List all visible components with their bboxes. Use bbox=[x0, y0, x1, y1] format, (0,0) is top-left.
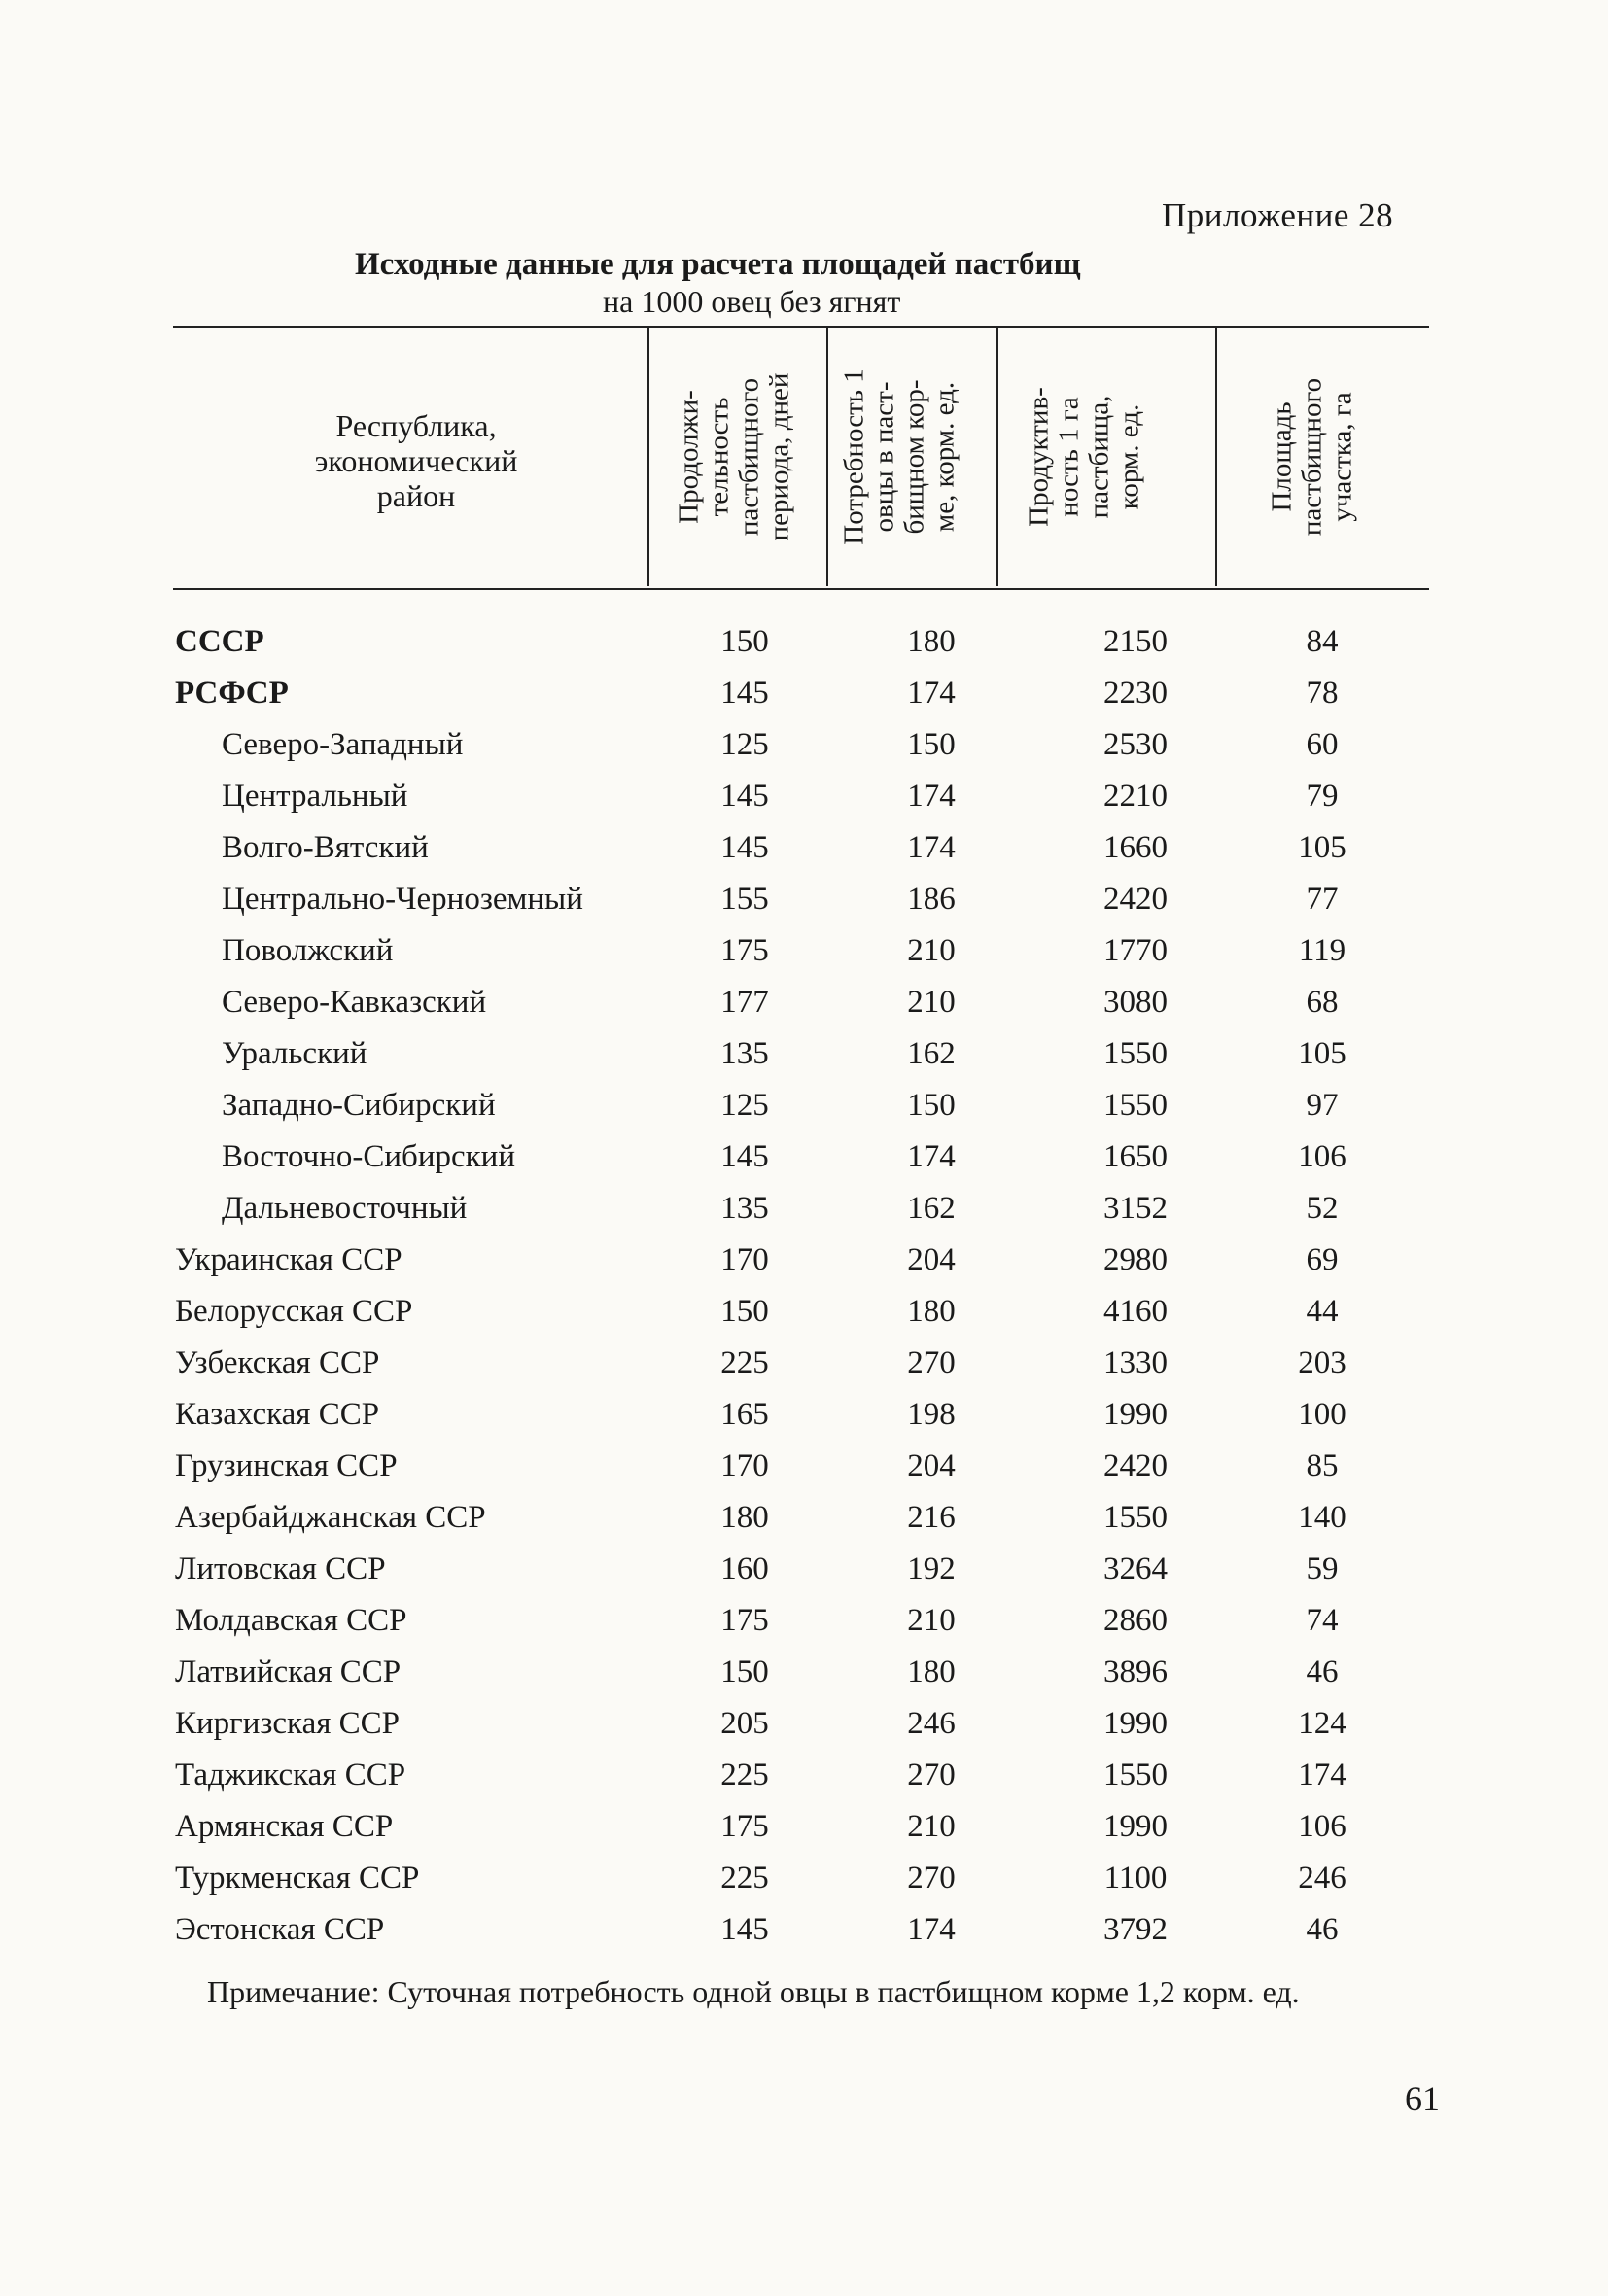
header-duration-l4: периода, дней bbox=[763, 372, 795, 541]
header-need-l2: овцы в паст- bbox=[868, 381, 900, 533]
header-area-l2: пастбищного bbox=[1296, 377, 1328, 537]
table-row bbox=[0, 979, 1608, 1029]
row-duration: 155 bbox=[720, 882, 769, 917]
row-yield: 2980 bbox=[1103, 1242, 1168, 1277]
row-duration: 135 bbox=[720, 1036, 769, 1071]
row-duration: 150 bbox=[720, 1654, 769, 1689]
row-yield: 3896 bbox=[1103, 1654, 1168, 1689]
row-need: 270 bbox=[907, 1861, 956, 1896]
row-duration: 225 bbox=[720, 1345, 769, 1380]
row-area: 100 bbox=[1298, 1397, 1346, 1432]
row-need: 270 bbox=[907, 1757, 956, 1792]
table-row bbox=[0, 824, 1608, 875]
row-area: 105 bbox=[1298, 830, 1346, 865]
row-area: 174 bbox=[1298, 1757, 1346, 1792]
row-yield: 1990 bbox=[1103, 1397, 1168, 1432]
row-region-name: Дальневосточный bbox=[222, 1191, 468, 1226]
table-row bbox=[0, 1546, 1608, 1596]
row-duration: 170 bbox=[720, 1448, 769, 1483]
header-duration-l2: тельность bbox=[703, 397, 735, 517]
row-region-name: Волго-Вятский bbox=[222, 830, 429, 865]
row-region-name: Узбекская ССР bbox=[175, 1345, 380, 1380]
row-yield: 2230 bbox=[1103, 676, 1168, 711]
column-divider-4 bbox=[1215, 328, 1217, 586]
header-area-l3: участка, га bbox=[1326, 392, 1358, 522]
table-row bbox=[0, 1082, 1608, 1132]
row-yield: 3264 bbox=[1103, 1551, 1168, 1586]
table-row bbox=[0, 1133, 1608, 1184]
header-duration-l3: пастбищного bbox=[733, 377, 765, 537]
title-line-2: на 1000 овец без ягнят bbox=[603, 284, 901, 319]
table-row bbox=[0, 1288, 1608, 1339]
row-need: 246 bbox=[907, 1706, 956, 1741]
row-area: 203 bbox=[1298, 1345, 1346, 1380]
row-yield: 2860 bbox=[1103, 1603, 1168, 1638]
table-row bbox=[0, 1443, 1608, 1493]
row-yield: 1770 bbox=[1103, 933, 1168, 968]
header-top-rule bbox=[173, 326, 1429, 328]
row-yield: 2210 bbox=[1103, 779, 1168, 814]
row-area: 106 bbox=[1298, 1139, 1346, 1174]
row-area: 119 bbox=[1298, 933, 1346, 968]
row-duration: 175 bbox=[720, 1809, 769, 1844]
row-area: 44 bbox=[1306, 1294, 1339, 1329]
table-row bbox=[0, 1236, 1608, 1287]
row-yield: 3152 bbox=[1103, 1191, 1168, 1226]
row-region-name: Азербайджанская ССР bbox=[175, 1500, 486, 1535]
row-yield: 1550 bbox=[1103, 1757, 1168, 1792]
row-region-name: Поволжский bbox=[222, 933, 394, 968]
row-duration: 175 bbox=[720, 933, 769, 968]
row-need: 210 bbox=[907, 985, 956, 1020]
table-row bbox=[0, 1752, 1608, 1802]
table-row bbox=[0, 1855, 1608, 1905]
row-duration: 135 bbox=[720, 1191, 769, 1226]
header-region bbox=[261, 408, 572, 513]
row-area: 59 bbox=[1306, 1551, 1339, 1586]
row-need: 186 bbox=[907, 882, 956, 917]
row-yield: 1100 bbox=[1103, 1861, 1168, 1896]
row-yield: 2420 bbox=[1103, 1448, 1168, 1483]
row-area: 46 bbox=[1306, 1912, 1339, 1947]
row-need: 174 bbox=[907, 830, 956, 865]
row-region-name: Грузинская ССР bbox=[175, 1448, 398, 1483]
row-duration: 145 bbox=[720, 779, 769, 814]
table-row bbox=[0, 1339, 1608, 1390]
row-area: 140 bbox=[1298, 1500, 1346, 1535]
row-need: 180 bbox=[907, 1654, 956, 1689]
row-duration: 145 bbox=[720, 1912, 769, 1947]
header-need-l4: ме, корм. ед. bbox=[928, 381, 961, 533]
row-region-name: Северо-Кавказский bbox=[222, 985, 487, 1020]
row-duration: 150 bbox=[720, 1294, 769, 1329]
row-duration: 225 bbox=[720, 1861, 769, 1896]
row-area: 124 bbox=[1298, 1706, 1346, 1741]
header-region-line-2: экономический bbox=[314, 443, 518, 478]
row-region-name: Литовская ССР bbox=[175, 1551, 386, 1586]
column-divider-1 bbox=[647, 328, 649, 586]
row-yield: 4160 bbox=[1103, 1294, 1168, 1329]
row-duration: 145 bbox=[720, 1139, 769, 1174]
appendix-label: Приложение 28 bbox=[1162, 196, 1394, 234]
row-area: 52 bbox=[1306, 1191, 1339, 1226]
header-yield-l1: Продуктив- bbox=[1023, 387, 1055, 527]
row-region-name: Армянская ССР bbox=[175, 1809, 394, 1844]
row-need: 204 bbox=[907, 1448, 956, 1483]
row-yield: 1650 bbox=[1103, 1139, 1168, 1174]
row-area: 77 bbox=[1306, 882, 1339, 917]
row-need: 204 bbox=[907, 1242, 956, 1277]
table-row bbox=[0, 670, 1608, 720]
row-region-name: Белорусская ССР bbox=[175, 1294, 413, 1329]
row-need: 162 bbox=[907, 1036, 956, 1071]
row-duration: 170 bbox=[720, 1242, 769, 1277]
row-duration: 125 bbox=[720, 1088, 769, 1123]
row-duration: 225 bbox=[720, 1757, 769, 1792]
row-area: 97 bbox=[1306, 1088, 1339, 1123]
row-yield: 2150 bbox=[1103, 624, 1168, 659]
header-need-l3: бищном кор- bbox=[898, 379, 930, 535]
row-yield: 3080 bbox=[1103, 985, 1168, 1020]
table-row bbox=[0, 721, 1608, 772]
row-need: 174 bbox=[907, 676, 956, 711]
row-need: 150 bbox=[907, 1088, 956, 1123]
row-area: 68 bbox=[1306, 985, 1339, 1020]
table-title bbox=[175, 246, 1419, 320]
row-duration: 150 bbox=[720, 624, 769, 659]
row-region-name: Западно-Сибирский bbox=[222, 1088, 496, 1123]
header-region-line-1: Республика, bbox=[335, 408, 497, 443]
header-yield-l2: ность 1 га bbox=[1053, 397, 1085, 517]
header-yield-l3: пастбища, bbox=[1083, 395, 1115, 519]
row-duration: 145 bbox=[720, 830, 769, 865]
header-region-line-3: район bbox=[376, 478, 456, 513]
table-row bbox=[0, 876, 1608, 926]
table-row bbox=[0, 618, 1608, 669]
row-need: 174 bbox=[907, 1139, 956, 1174]
row-duration: 125 bbox=[720, 727, 769, 762]
row-area: 69 bbox=[1306, 1242, 1339, 1277]
table-row bbox=[0, 1803, 1608, 1854]
table-row bbox=[0, 1494, 1608, 1545]
row-area: 85 bbox=[1306, 1448, 1339, 1483]
row-need: 210 bbox=[907, 1809, 956, 1844]
row-region-name: Киргизская ССР bbox=[175, 1706, 401, 1741]
table-row bbox=[0, 1597, 1608, 1648]
row-duration: 205 bbox=[720, 1706, 769, 1741]
row-region-name: СССР bbox=[175, 624, 264, 659]
row-duration: 165 bbox=[720, 1397, 769, 1432]
row-region-name: Эстонская ССР bbox=[175, 1912, 385, 1947]
row-region-name: Уральский bbox=[222, 1036, 367, 1071]
column-divider-3 bbox=[996, 328, 998, 586]
row-area: 106 bbox=[1298, 1809, 1346, 1844]
page-number: 61 bbox=[1405, 2079, 1440, 2118]
row-yield: 1550 bbox=[1103, 1036, 1168, 1071]
table-row bbox=[0, 1391, 1608, 1442]
row-region-name: Туркменская ССР bbox=[175, 1861, 420, 1896]
row-need: 180 bbox=[907, 624, 956, 659]
row-area: 246 bbox=[1298, 1861, 1346, 1896]
header-bottom-rule bbox=[173, 588, 1429, 590]
row-yield: 1550 bbox=[1103, 1088, 1168, 1123]
row-duration: 180 bbox=[720, 1500, 769, 1535]
row-region-name: Северо-Западный bbox=[222, 727, 464, 762]
table-row bbox=[0, 773, 1608, 823]
row-region-name: Украинская ССР bbox=[175, 1242, 402, 1277]
row-area: 79 bbox=[1306, 779, 1339, 814]
row-area: 74 bbox=[1306, 1603, 1339, 1638]
row-yield: 1550 bbox=[1103, 1500, 1168, 1535]
row-yield: 2420 bbox=[1103, 882, 1168, 917]
row-region-name: Центральный bbox=[222, 779, 408, 814]
row-region-name: Центрально-Черноземный bbox=[222, 882, 583, 917]
title-line-1: Исходные данные для расчета площадей пастбищ bbox=[355, 247, 1081, 282]
row-region-name: Молдавская ССР bbox=[175, 1603, 407, 1638]
table-row bbox=[0, 1700, 1608, 1751]
row-duration: 175 bbox=[720, 1603, 769, 1638]
table-row bbox=[0, 927, 1608, 978]
row-yield: 2530 bbox=[1103, 727, 1168, 762]
row-yield: 1990 bbox=[1103, 1706, 1168, 1741]
row-need: 192 bbox=[907, 1551, 956, 1586]
header-yield-l4: корм. ед. bbox=[1113, 403, 1145, 510]
table-row bbox=[0, 1185, 1608, 1235]
row-duration: 160 bbox=[720, 1551, 769, 1586]
header-need-l1: Потребность 1 bbox=[838, 368, 870, 545]
row-need: 210 bbox=[907, 1603, 956, 1638]
row-need: 198 bbox=[907, 1397, 956, 1432]
row-region-name: РСФСР bbox=[175, 676, 289, 711]
table-row bbox=[0, 1649, 1608, 1699]
row-need: 174 bbox=[907, 1912, 956, 1947]
row-region-name: Таджикская ССР bbox=[175, 1757, 406, 1792]
row-region-name: Латвийская ССР bbox=[175, 1654, 402, 1689]
header-area-l1: Площадь bbox=[1266, 401, 1298, 512]
row-need: 270 bbox=[907, 1345, 956, 1380]
row-need: 180 bbox=[907, 1294, 956, 1329]
row-yield: 1330 bbox=[1103, 1345, 1168, 1380]
row-need: 210 bbox=[907, 933, 956, 968]
row-need: 150 bbox=[907, 727, 956, 762]
table-note: Примечание: Суточная потребность одной овцы в пастбищном корме 1,2 корм. ед. bbox=[207, 1974, 1300, 2009]
row-region-name: Казахская ССР bbox=[175, 1397, 380, 1432]
row-duration: 177 bbox=[720, 985, 769, 1020]
row-need: 174 bbox=[907, 779, 956, 814]
row-yield: 1660 bbox=[1103, 830, 1168, 865]
row-region-name: Восточно-Сибирский bbox=[222, 1139, 515, 1174]
row-area: 78 bbox=[1306, 676, 1339, 711]
column-divider-2 bbox=[826, 328, 828, 586]
row-need: 162 bbox=[907, 1191, 956, 1226]
row-yield: 3792 bbox=[1103, 1912, 1168, 1947]
row-area: 84 bbox=[1306, 624, 1339, 659]
row-yield: 1990 bbox=[1103, 1809, 1168, 1844]
row-area: 105 bbox=[1298, 1036, 1346, 1071]
row-duration: 145 bbox=[720, 676, 769, 711]
row-need: 216 bbox=[907, 1500, 956, 1535]
row-area: 60 bbox=[1306, 727, 1339, 762]
header-duration-l1: Продолжи- bbox=[673, 390, 705, 524]
table-row bbox=[0, 1030, 1608, 1081]
row-area: 46 bbox=[1306, 1654, 1339, 1689]
table-row bbox=[0, 1906, 1608, 1957]
